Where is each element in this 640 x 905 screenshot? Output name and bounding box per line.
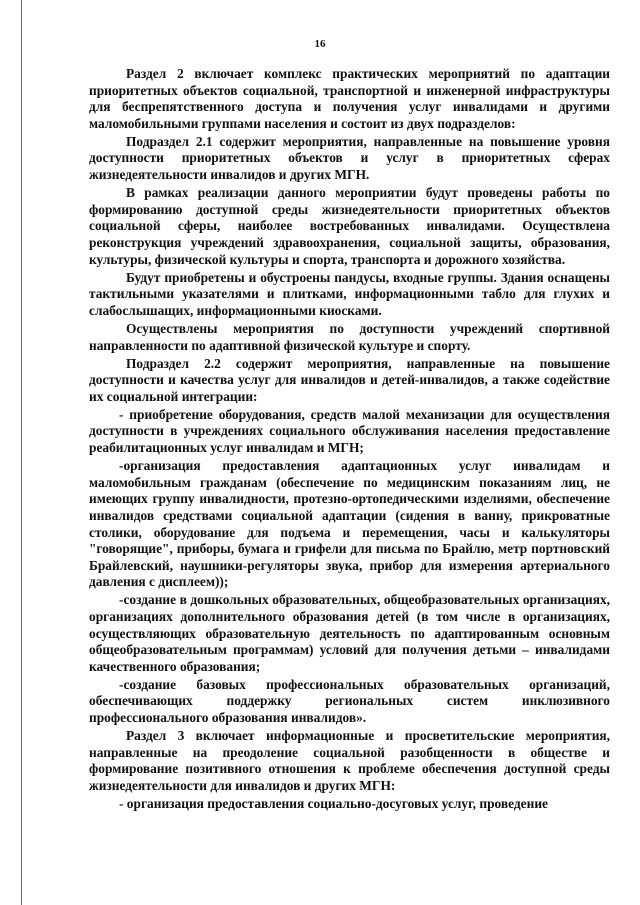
list-item-education-conditions: -создание в дошкольных образовательных, общеобразовательных организациях, организациях дополнительного образования детей (в том числе в организациях, осуществляющих образовательную деятельность по адаптированным основным общеобразовательным программам) условий для получения детьми – инвалидами качественного образования;	[89, 592, 610, 674]
page-edge-line	[21, 0, 22, 905]
list-item-adaptation-services: -организация предоставления адаптационных услуг инвалидам и маломобильным гражданам (обеспечение по медицинским показаниям лиц, не имеющих группу инвалидности, протезно-ортопедическими изделиями, обеспечение инвалидов средствами социальной адаптации (сидения в ванну, прикроватные столики, оборудование для подъема и перемещения, часы и калькуляторы "говорящие", приборы, бумага и грифели для письма по Брайлю, метр портновский Брайлевский, наушники-регуляторы звука, прибор для измерения артериального давления с дисплеем));	[89, 458, 610, 590]
paragraph-ramps: Будут приобретены и обустроены пандусы, входные группы. Здания оснащены тактильными указателями и плитками, информационными табло для глухих и слабослышащих, информационными киосками.	[89, 269, 610, 318]
page-number: 16	[314, 38, 326, 50]
list-item-professional-orgs: -создание базовых профессиональных образовательных организаций, обеспечивающих поддержку региональных систем инклюзивного профессионального образования инвалидов».	[89, 676, 610, 726]
paragraph-implementation: В рамках реализации данного мероприятии будут проведены работы по формированию доступной среды жизнедеятельности приоритетных объектов социальной сферы, наиболее востребованных инвалидами. Осуществлена реконструкция учреждений здравоохранения, социальной защиты, образования, культуры, физической культуры и спорта, транспорта и дорожного хозяйства.	[89, 185, 610, 267]
paragraph-section-3-intro: Раздел 3 включает информационные и просветительские мероприятия, направленные на преодоление социальной разобщенности в обществе и формирование позитивного отношения к проблеме обеспечения доступной среды жизнедеятельности для инвалидов и других МГН:	[89, 728, 610, 793]
paragraph-subsection-2-2: Подраздел 2.2 содержит мероприятия, направленные на повышение доступности и качества услуг для инвалидов и детей-инвалидов, а также содействие их социальной интеграции:	[89, 355, 610, 404]
paragraph-sports: Осуществлены мероприятия по доступности учреждений спортивной направленности по адаптивной физической культуре и спорту.	[89, 320, 610, 353]
list-item-social-leisure: - организация предоставления социально-досуговых услуг, проведение	[119, 796, 548, 812]
list-item-equipment: - приобретение оборудования, средств малой механизации для осуществления доступности в учреждениях социального обслуживания населения предоставление реабилитационных услуг инвалидам и МГН;	[89, 406, 610, 456]
paragraph-section-2-intro: Раздел 2 включает комплекс практических мероприятий по адаптации приоритетных объектов социальной, транспортной и инженерной инфраструктуры для беспрепятственного доступа и получения услуг инвалидами и другими маломобильными группами населения и состоит из двух подразделов:	[89, 66, 610, 131]
document-body	[89, 66, 610, 814]
paragraph-subsection-2-1: Подраздел 2.1 содержит мероприятия, направленные на повышение уровня доступности приоритетных объектов и услуг в приоритетных сферах жизнедеятельности инвалидов и других МГН.	[89, 133, 610, 183]
